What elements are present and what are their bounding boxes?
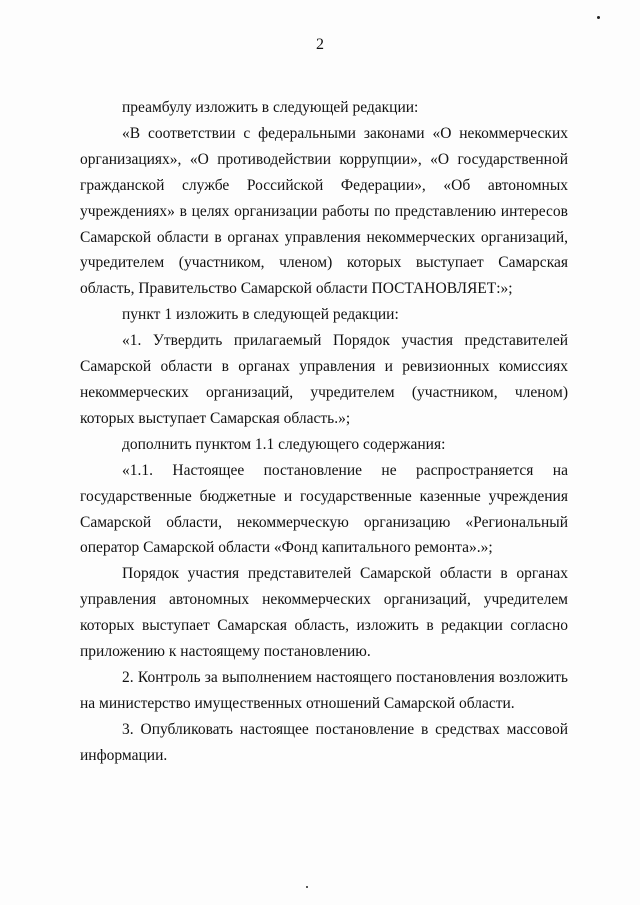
paragraph-item1-text: «1. Утвердить прилагаемый Порядок участия представителей Самарской области в органах управления и ревизионных комиссиях некоммерческих организаций, учредителем (участником, членом) которых выступает Самарская область.»; (80, 332, 568, 427)
paragraph-control: 2. Контроль за выполнением настоящего постановления возложить на министерство имущественных отношений Самарской области. (80, 668, 568, 712)
paragraph-preamble-text: «В соответствии с федеральными законами «О некоммерческих организациях», «О противодействии коррупции», «О государственной гражданской службе Российской Федерации», «Об автономных учреждениях» в целях организации работы по представлению интересов Самарской области в органах управления некоммерческих организаций, учредителем (участником, членом) которых выступает Самарская область, Правительство Самарской области ПОСТАНОВЛЯЕТ:»; (80, 124, 568, 298)
paragraph-procedure: Порядок участия представителей Самарской области в органах управления автономных некоммерческих организаций, учредителем которых выступает Самарская область, изложить в редакции согласно приложению к настоящему постановлению. (80, 565, 568, 661)
scan-speck (306, 886, 308, 888)
paragraph-item1-intro: пункт 1 изложить в следующей редакции: (122, 306, 399, 324)
document-body (80, 95, 568, 769)
paragraph-publish: 3. Опубликовать настоящее постановление в средствах массовой информации. (80, 720, 568, 764)
paragraph-item1-1-intro: дополнить пунктом 1.1 следующего содержания: (122, 435, 446, 453)
scan-speck (597, 16, 600, 19)
paragraph-item1-1-text: «1.1. Настоящее постановление не распространяется на государственные бюджетные и государственные казенные учреждения Самарской области, некоммерческую организацию «Региональный оператор Самарской области «Фонд капитального ремонта».»; (80, 461, 568, 557)
page-number: 2 (316, 36, 324, 53)
paragraph-preamble-intro: преамбулу изложить в следующей редакции: (122, 99, 419, 116)
